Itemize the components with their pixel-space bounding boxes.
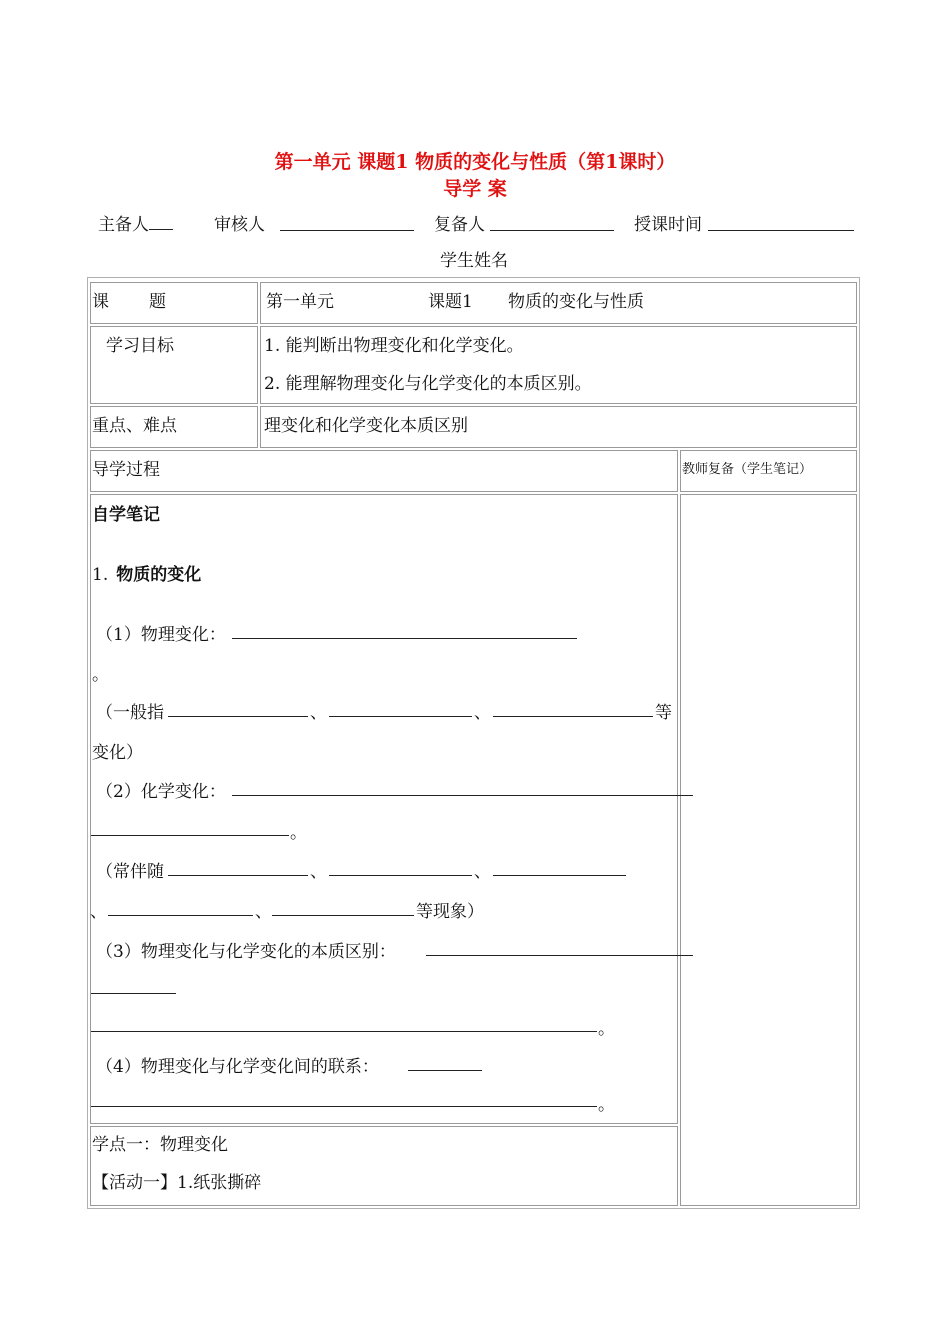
class-time-blank[interactable]	[708, 230, 854, 231]
general-blank-3[interactable]	[493, 716, 653, 717]
chemical-label: （2）化学变化：	[96, 782, 226, 802]
general-comma-1: 、	[310, 703, 327, 723]
class-time-label: 授课时间	[634, 215, 702, 235]
often-comma-2: 、	[474, 862, 491, 882]
student-name-label: 学生姓名	[440, 251, 508, 271]
essence-blank-1[interactable]	[426, 955, 693, 956]
relation-label: （4）物理变化与化学变化间的联系：	[96, 1057, 379, 1077]
co-prep-blank[interactable]	[490, 230, 614, 231]
goals-label: 学习目标	[106, 336, 174, 356]
often-blank-1[interactable]	[168, 875, 308, 876]
key-label: 重点、难点	[92, 416, 177, 436]
notes-cell	[90, 494, 678, 1124]
notes-heading: 自学笔记	[92, 505, 160, 525]
teacher-notes-cell[interactable]	[680, 494, 857, 1206]
general-prefix: （一般指	[96, 703, 164, 723]
goal-1: 1. 能判断出物理变化和化学变化。	[264, 336, 524, 356]
essence-label: （3）物理变化与化学变化的本质区别：	[96, 942, 396, 962]
topic-lesson: 课题1	[428, 292, 473, 312]
general-close: 变化）	[92, 743, 143, 763]
relation-blank-2[interactable]	[91, 1106, 597, 1107]
document-subtitle: 导学 案	[443, 178, 507, 200]
often-blank-4[interactable]	[108, 915, 253, 916]
process-header-cell	[90, 450, 678, 492]
essence-blank-2[interactable]	[91, 993, 176, 994]
document-title: 第一单元 课题1 物质的变化与性质（第1课时）	[274, 151, 676, 173]
goal-2: 2. 能理解物理变化与化学变化的本质区别。	[264, 374, 592, 394]
chemical-period: 。	[290, 823, 307, 843]
topic-name: 物质的变化与性质	[508, 292, 644, 312]
often-prefix: （常伴随	[96, 862, 164, 882]
chemical-blank-2[interactable]	[91, 835, 289, 836]
often-comma-1: 、	[310, 862, 327, 882]
section-heading: 1. 物质的变化	[92, 565, 202, 585]
point-label: 学点一：物理变化	[92, 1135, 228, 1155]
relation-blank-1[interactable]	[408, 1070, 482, 1071]
relation-period: 。	[598, 1095, 615, 1115]
teacher-label: 教师复备（学生笔记）	[682, 462, 813, 477]
general-comma-2: 、	[474, 703, 491, 723]
often-blank-5[interactable]	[272, 915, 414, 916]
physical-blank[interactable]	[232, 638, 577, 639]
activity-label: 【活动一】1.纸张撕碎	[92, 1173, 262, 1193]
co-prep-label: 复备人	[434, 215, 485, 235]
topic-unit: 第一单元	[266, 292, 334, 312]
general-blank-1[interactable]	[168, 716, 308, 717]
chemical-blank-1[interactable]	[232, 795, 693, 796]
reviewer-label: 审核人	[214, 215, 265, 235]
often-comma-4: 、	[255, 902, 272, 922]
process-label: 导学过程	[92, 460, 160, 480]
phenomena-close: 等现象）	[416, 902, 484, 922]
lead-prep-blank[interactable]	[149, 211, 173, 230]
physical-period: 。	[92, 665, 109, 685]
physical-label: （1）物理变化：	[96, 625, 226, 645]
often-comma-3: 、	[90, 902, 107, 922]
essence-blank-3[interactable]	[91, 1031, 597, 1032]
topic-label: 课 题	[92, 292, 166, 312]
general-blank-2[interactable]	[329, 716, 472, 717]
key-value: 理变化和化学变化本质区别	[264, 416, 468, 436]
often-blank-2[interactable]	[329, 875, 472, 876]
often-blank-3[interactable]	[493, 875, 626, 876]
reviewer-blank[interactable]	[280, 230, 414, 231]
lead-prep-label: 主备人	[98, 210, 173, 235]
essence-period: 。	[598, 1019, 615, 1039]
general-etc: 等	[655, 703, 672, 723]
